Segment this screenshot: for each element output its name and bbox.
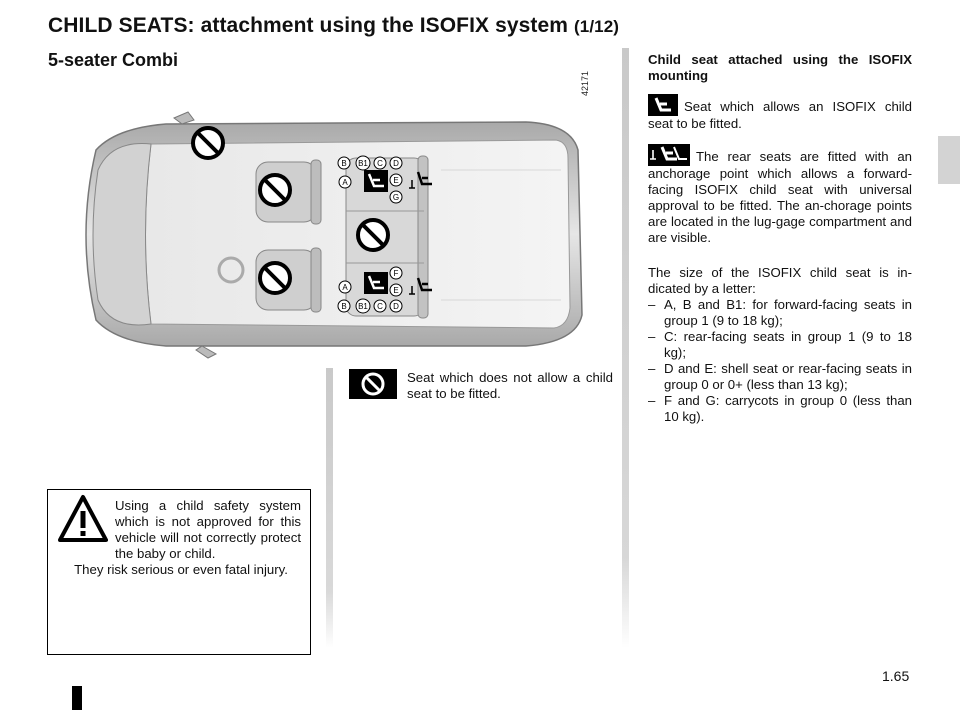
svg-text:D: D [393,159,399,168]
letter-bubble [338,157,350,169]
vehicle-top-view-figure [56,110,616,360]
isofix-seat-icon [648,94,678,116]
letter-bubble [339,176,351,188]
section-subtitle: 5-seater Combi [48,50,179,70]
no-seat-icon [260,175,290,205]
warning-last-line: They risk serious or even fatal injury. [74,562,288,577]
list-item: – F and G: carrycots in group 0 (less than 10 kg). [648,393,912,425]
section-tab [938,136,960,184]
isofix-heading: Child seat attached using the ISOFIX mounting [648,52,912,83]
letter-bubble [356,299,370,313]
no-seat-icon [260,263,290,293]
svg-text:B1: B1 [358,302,368,311]
letter-bubble [390,284,402,296]
letter-bubble [390,157,402,169]
isofix-seat-paragraph: Seat which allows an ISOFIX child seat to be fitted. [648,94,912,132]
no-seat-icon [358,220,388,250]
corner-mark [72,686,82,710]
letter-bubble [374,157,386,169]
column-divider-middle [326,368,333,648]
svg-text:B: B [341,302,347,311]
svg-text:D: D [393,302,399,311]
isofix-seat-icon [364,170,388,192]
svg-text:C: C [377,159,383,168]
warning-triangle-icon [58,494,108,549]
seat-size-intro: The size of the ISOFIX child seat is in-dicated by a letter: [648,265,912,296]
page-title: CHILD SEATS: attachment using the ISOFIX system (1/12) [48,14,620,37]
letter-bubble [356,156,370,170]
figure-id: 42171 [580,70,590,96]
svg-text:G: G [392,193,400,202]
svg-text:E: E [393,286,399,295]
letter-bubble [390,300,402,312]
page-number: 1.65 [882,668,910,684]
letter-bubble [338,300,350,312]
letter-bubble [339,281,351,293]
no-seat-description: Seat which does not allow a child seat to be fitted. [407,370,613,401]
anchorage-seat-icon [648,144,690,166]
letter-bubble [390,174,402,186]
warning-text: Using a child safety system which is not approved for this vehicle will not correctly protect the baby or child. [115,498,301,561]
isofix-seat-icon [364,272,388,294]
svg-text:E: E [393,176,399,185]
anchorage-paragraph: The rear seats are fitted with an anchorage point which allows a forward-facing ISOFIX child seat with universal approval to be fitted. The an-chorage points are located in the lug-gage compartment and are visible. [648,144,912,246]
svg-text:C: C [377,302,383,311]
list-item: – C: rear-facing seats in group 1 (9 to 18 kg); [648,329,912,361]
svg-text:A: A [342,178,348,187]
column-divider [622,48,629,648]
seat-size-list [648,297,912,425]
seat-size-section [648,265,912,425]
svg-text:B: B [341,159,347,168]
no-seat-icon [349,369,397,399]
letter-bubble [390,267,402,279]
list-item: – D and E: shell seat or rear-facing seats in group 0 or 0+ (less than 13 kg); [648,361,912,393]
svg-text:B1: B1 [358,159,368,168]
letter-bubble [390,191,402,203]
list-item: – A, B and B1: for forward-facing seats in group 1 (9 to 18 kg); [648,297,912,329]
vehicle-illustration [56,110,616,360]
svg-text:F: F [393,269,399,278]
no-seat-icon [193,128,223,158]
letter-bubble [374,300,386,312]
svg-text:A: A [342,283,348,292]
